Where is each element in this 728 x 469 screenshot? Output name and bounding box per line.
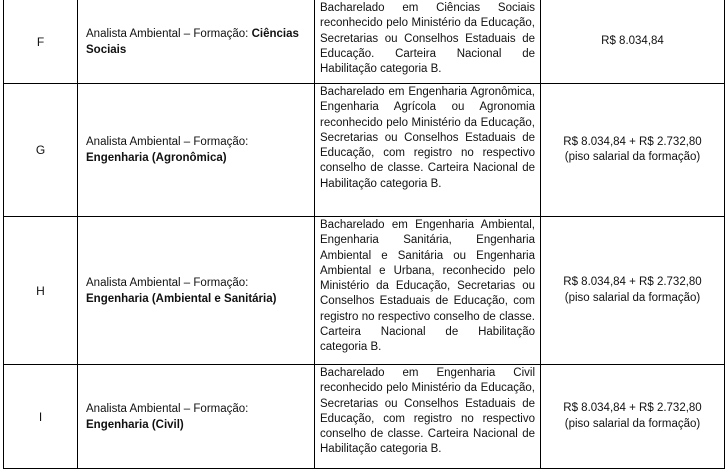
position-salary (541, 84, 725, 217)
position-salary (541, 365, 725, 469)
position-salary (541, 0, 725, 84)
position-title-field: Ciências Sociais (86, 27, 299, 56)
table-row (4, 217, 725, 365)
position-title (78, 0, 315, 84)
position-salary (541, 217, 725, 365)
table-row (4, 84, 725, 217)
position-title-prefix: Analista Ambiental – Formação: (86, 136, 249, 148)
position-title-field: Engenharia (Civil) (86, 418, 184, 431)
position-title-prefix: Analista Ambiental – Formação: (86, 276, 249, 289)
salary-note: (piso salarial da formação) (564, 291, 701, 304)
position-requirements: Bacharelado em Engenharia Agronômica, Engenharia Agrícola ou Agronomia reconhecido pelo Ministério da Educação, Secretarias ou Conselhos Estaduais de Educação, com registro no respectivo conselho de classe. Carteira Nacional de Habilitação categoria B. (315, 84, 541, 217)
position-requirements: Bacharelado em Engenharia Civil reconhecido pelo Ministério da Educação, Secretarias ou Conselhos Estaduais de Educação, com registro no respectivo conselho de classe. Carteira Nacional de Habilitação categoria B. (315, 365, 541, 469)
position-requirements: Bacharelado em Engenharia Ambiental, Engenharia Sanitária, Engenharia Ambiental e Sanitária ou Engenharia Ambiental e Urbana, reconhecido pelo Ministério da Educação, Secretarias ou Conselhos Estaduais de Educação, com registro no respectivo conselho de classe. Carteira Nacional de Habilitação categoria B. (315, 217, 541, 365)
salary-value: R$ 8.034,84 + R$ 2.732,80 (563, 402, 702, 414)
table-row (4, 0, 725, 84)
position-code: G (4, 84, 78, 217)
position-title (78, 84, 315, 217)
table-row (4, 365, 725, 469)
position-title-prefix: Analista Ambiental – Formação: (86, 27, 249, 40)
position-title-field: Engenharia (Agronômica) (86, 152, 227, 164)
salary-note: (piso salarial da formação) (564, 417, 701, 430)
salary-value: R$ 8.034,84 + R$ 2.732,80 (563, 135, 702, 148)
salary-value: R$ 8.034,84 (601, 34, 664, 47)
positions-table (3, 0, 725, 469)
position-code: H (4, 217, 78, 365)
position-title (78, 217, 315, 365)
position-requirements: Bacharelado em Ciências Sociais reconhecido pelo Ministério da Educação, Secretarias ou Conselhos Estaduais de Educação. Carteira Nacional de Habilitação categoria B. (315, 0, 541, 84)
position-title (78, 365, 315, 469)
position-code: I (4, 365, 78, 469)
salary-value: R$ 8.034,84 + R$ 2.732,80 (563, 276, 702, 288)
position-title-field: Engenharia (Ambiental e Sanitária) (86, 292, 277, 305)
position-code: F (4, 0, 78, 84)
salary-note: (piso salarial da formação) (564, 151, 701, 163)
position-title-prefix: Analista Ambiental – Formação: (86, 402, 249, 415)
